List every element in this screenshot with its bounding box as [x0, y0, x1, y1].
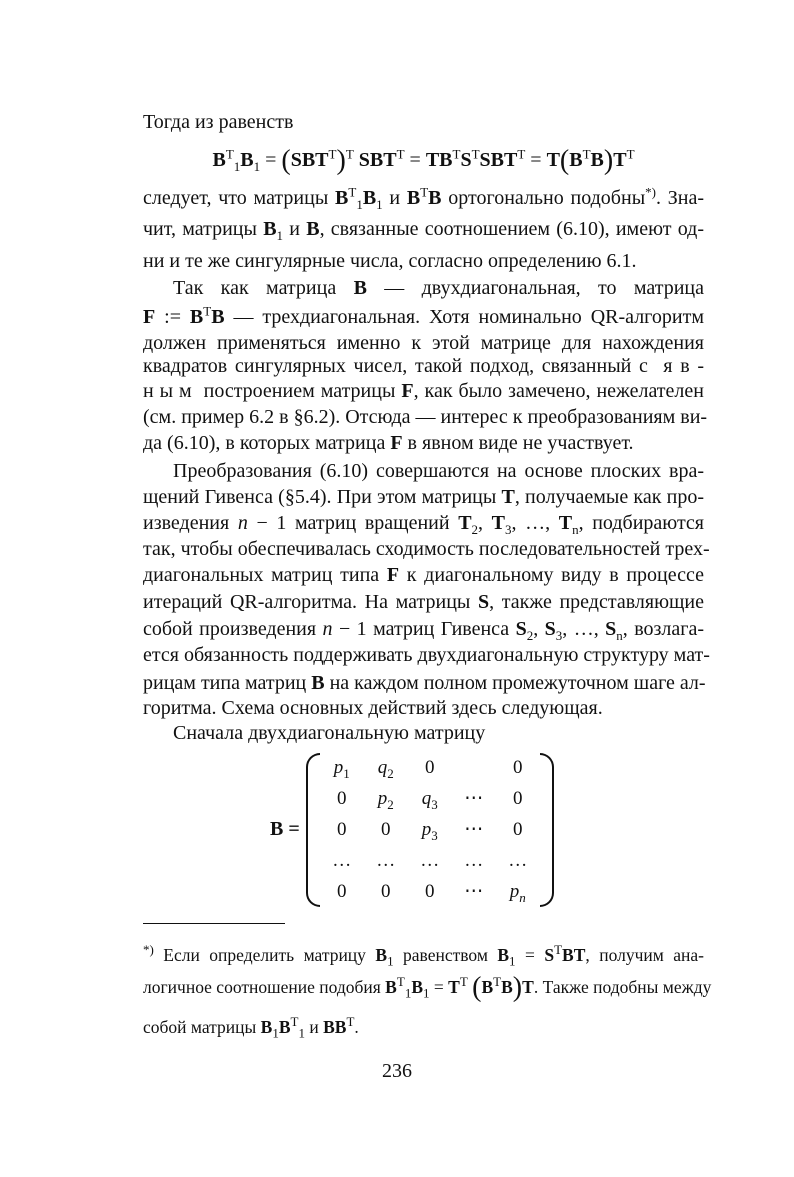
math-symbol: 1: [276, 228, 284, 243]
matrix-cell: ⋯: [464, 819, 484, 840]
text-line: [143, 511, 704, 535]
math-symbol: (: [559, 145, 570, 176]
math-symbol: B: [278, 1017, 291, 1037]
math-symbol: B: [263, 218, 277, 240]
math-symbol: SBT: [358, 149, 397, 171]
text-run: и: [283, 218, 307, 240]
text-run: ортогонально подобны: [441, 187, 646, 209]
math-symbol: S: [544, 618, 556, 640]
matrix-cell: 0: [513, 818, 523, 840]
math-symbol: (: [472, 972, 482, 1003]
math-symbol: 1: [404, 985, 412, 1001]
matrix-cell: 0: [381, 818, 391, 840]
text-run: . Зна-: [655, 187, 704, 209]
text-run: чит, матрицы: [143, 218, 264, 240]
text-run: Сначала двухдиагональную матрицу: [173, 722, 486, 744]
text-run: (см. пример 6.2 в §6.2). Отсюда — интерес к преобразованиям ви-: [143, 406, 708, 428]
math-symbol: T: [420, 184, 429, 200]
matrix-cell: $p_n$: [509, 880, 526, 905]
math-symbol: B: [497, 945, 510, 965]
text-run: Если определить матрицу: [153, 945, 376, 965]
text-line: [143, 485, 704, 509]
math-symbol: *): [143, 942, 154, 958]
math-symbol: 2: [526, 628, 534, 643]
math-symbol: T: [501, 486, 515, 508]
text-run: , получим ана-: [585, 945, 704, 965]
math-symbol: T: [491, 512, 505, 534]
text-line: [143, 696, 704, 720]
text-run: рицам типа матриц: [143, 672, 312, 694]
matrix-row: [320, 752, 540, 783]
math-symbol: n: [322, 618, 333, 640]
text-run: − 1 матриц Гивенса: [332, 618, 516, 640]
text-line: [173, 721, 704, 745]
text-run: , …,: [562, 618, 606, 640]
text-run: =: [515, 945, 545, 965]
text-line: [143, 145, 704, 176]
math-symbol: B: [189, 306, 204, 328]
text-run: следует, что матрицы: [143, 187, 336, 209]
footnote-line: [143, 972, 712, 1003]
text-line: [143, 431, 704, 455]
math-symbol: F: [401, 380, 414, 402]
left-parenthesis: [306, 753, 320, 907]
math-symbol: B: [306, 218, 320, 240]
math-symbol: T: [613, 149, 627, 171]
text-run: логичное соотношение подобия: [143, 977, 386, 997]
matrix-cell: 0: [381, 880, 391, 902]
math-symbol: B: [590, 149, 604, 171]
matrix-cell: [452, 752, 496, 783]
text-run: ,: [533, 618, 545, 640]
math-symbol: B: [481, 977, 494, 997]
math-symbol: 3: [505, 522, 512, 537]
matrix-cell: $p_2$: [377, 787, 394, 812]
math-symbol: T: [546, 149, 560, 171]
text-run: собой матрицы: [143, 1017, 261, 1037]
math-symbol: 2: [471, 522, 479, 537]
math-symbol: SBT: [479, 149, 518, 171]
text-run: , …,: [511, 512, 559, 534]
text-run: изведения: [143, 512, 238, 534]
matrix-cell: $q_2$: [377, 756, 394, 781]
text-run: Тогда из равенств: [143, 111, 294, 133]
math-symbol: ): [336, 145, 346, 176]
text-run: итераций QR-алгоритма. На матрицы: [143, 591, 479, 613]
text-run: =: [404, 149, 426, 171]
math-symbol: B: [362, 187, 377, 209]
math-symbol: B: [406, 187, 421, 209]
text-line: [143, 590, 704, 614]
math-symbol: T: [328, 146, 337, 162]
math-symbol: T: [558, 512, 573, 534]
text-run: Преобразования (6.10) совершаются на основе плоских вра-: [173, 460, 704, 482]
text-run: на каждом полном промежуточном шаге ал-: [324, 672, 706, 694]
text-run: , возлага-: [622, 618, 705, 640]
text-line: [143, 249, 704, 273]
text-run: собой произведения: [143, 618, 323, 640]
text-run: равенством: [393, 945, 498, 965]
text-run: , подбираются: [578, 512, 705, 534]
math-symbol: 1: [423, 985, 430, 1001]
text-run: :=: [155, 306, 190, 328]
math-symbol: F: [390, 432, 403, 454]
math-symbol: B: [569, 149, 583, 171]
text-line: [143, 305, 704, 329]
text-run: горитма. Схема основных действий здесь следующая.: [143, 697, 603, 719]
matrix-label: B =: [270, 818, 300, 840]
text-run: =: [429, 977, 449, 997]
text-run: диагональных матриц типа: [143, 564, 387, 586]
math-symbol: T: [225, 146, 234, 162]
math-symbol: T: [346, 1014, 355, 1030]
text-run: ется обязанность поддерживать двухдиагональную структуру мат-: [143, 644, 710, 666]
math-symbol: B: [411, 977, 423, 997]
math-symbol: T: [471, 146, 480, 162]
matrix-grid: [320, 752, 540, 907]
math-symbol: B: [260, 1017, 273, 1037]
footnote-line: [143, 1015, 704, 1039]
math-symbol: n: [616, 628, 623, 643]
text-run: =: [260, 149, 282, 171]
math-symbol: S: [460, 149, 472, 171]
text-run: , как было замечено, нежелателен: [413, 380, 704, 402]
math-symbol: S: [605, 618, 617, 640]
text-run: — трехдиагональная. Хотя номинально QR-алгоритм: [224, 306, 704, 328]
text-run: так, чтобы обеспечивалась сходимость последовательностей трех-: [143, 538, 710, 560]
math-symbol: B: [335, 187, 349, 209]
math-symbol: T: [396, 146, 405, 162]
math-symbol: 1: [272, 1025, 279, 1041]
text-run: квадратов сингулярных чисел, такой подход, связанный с я в -: [143, 355, 704, 377]
text-line: [143, 354, 704, 378]
math-symbol: T: [554, 942, 563, 958]
math-symbol: TB: [425, 149, 453, 171]
right-parenthesis: [540, 753, 554, 907]
text-run: − 1 матриц вращений: [247, 512, 459, 534]
matrix-cell: 0: [513, 787, 523, 809]
math-symbol: 1: [298, 1025, 305, 1041]
math-symbol: B: [428, 187, 442, 209]
text-line: [143, 405, 708, 429]
math-symbol: 1: [509, 953, 516, 969]
math-symbol: T: [452, 146, 461, 162]
text-run: , также представляющие: [489, 591, 704, 613]
matrix-cell: $p_3$: [421, 818, 438, 843]
math-symbol: n: [572, 522, 579, 537]
math-symbol: T: [348, 184, 357, 200]
matrix-cell: $p_1$: [333, 756, 350, 781]
matrix-row: [320, 876, 540, 907]
matrix-row: [320, 783, 540, 814]
math-symbol: F: [143, 306, 156, 328]
footnote-line: [143, 943, 704, 967]
math-symbol: T: [493, 974, 502, 990]
matrix-cell: …: [508, 849, 528, 871]
text-run: . Также подобны между: [533, 977, 712, 997]
math-symbol: B: [240, 149, 254, 171]
text-run: к диагональному виду в процессе: [399, 564, 704, 586]
math-symbol: 1: [233, 159, 241, 174]
math-symbol: BT: [562, 945, 586, 965]
text-run: .: [354, 1017, 359, 1037]
text-line: [143, 110, 704, 134]
matrix-cell: ⋯: [464, 881, 484, 902]
text-line: [143, 563, 704, 587]
matrix-cell: ⋯: [464, 788, 484, 809]
matrix-B: [270, 752, 554, 907]
footnote-rule: [143, 923, 285, 924]
text-line: [143, 379, 704, 403]
text-line: [143, 217, 704, 241]
text-line: [173, 276, 704, 300]
text-run: , получаемые как про-: [514, 486, 704, 508]
math-symbol: n: [237, 512, 248, 534]
math-symbol: *): [645, 184, 656, 200]
math-symbol: T: [459, 974, 468, 990]
math-symbol: T: [626, 146, 635, 162]
math-symbol: 1: [253, 159, 261, 174]
matrix-cell: $q_3$: [421, 787, 438, 812]
math-symbol: ): [512, 972, 523, 1003]
text-run: — двухдиагональная, то матрица: [366, 277, 705, 299]
matrix-cell: 0: [337, 880, 347, 902]
matrix-cell: 0: [425, 880, 435, 902]
math-symbol: ): [603, 145, 614, 176]
math-symbol: B: [385, 977, 397, 997]
math-symbol: B: [501, 977, 513, 997]
text-run: ни и те же сингулярные числа, согласно определению 6.1.: [143, 250, 637, 272]
math-symbol: T: [203, 303, 212, 319]
math-symbol: T: [582, 146, 591, 162]
math-symbol: T: [290, 1014, 299, 1030]
math-symbol: T: [396, 974, 405, 990]
text-line: [143, 671, 704, 695]
math-symbol: S: [478, 591, 490, 613]
text-run: щений Гивенса (§5.4). При этом матрицы: [143, 486, 502, 508]
text-run: Так как матрица: [173, 277, 354, 299]
math-symbol: SBT: [290, 149, 329, 171]
math-symbol: 1: [376, 197, 383, 212]
math-symbol: B: [211, 306, 225, 328]
matrix-cell: …: [420, 849, 440, 871]
text-run: и: [304, 1017, 324, 1037]
math-symbol: 1: [356, 197, 363, 212]
math-symbol: T: [345, 146, 354, 162]
math-symbol: 3: [555, 628, 563, 643]
math-symbol: B: [212, 149, 226, 171]
matrix-cell: 0: [513, 756, 523, 778]
text-run: и: [382, 187, 407, 209]
math-symbol: T: [448, 977, 460, 997]
math-symbol: S: [515, 618, 527, 640]
math-symbol: 1: [387, 953, 394, 969]
text-run: =: [525, 149, 547, 171]
text-run: должен применяться именно к этой матрице для нахождения: [143, 332, 704, 354]
matrix-row: [320, 814, 540, 845]
text-line: [143, 331, 704, 355]
matrix-cell: …: [376, 849, 396, 871]
text-run: в явном виде не участвует.: [402, 432, 634, 454]
text-run: н ы м построением матрицы: [143, 380, 402, 402]
math-symbol: T: [517, 146, 526, 162]
text-line: [143, 617, 704, 641]
math-symbol: T: [522, 977, 534, 997]
math-symbol: B: [375, 945, 388, 965]
text-run: да (6.10), в которых матрица: [143, 432, 391, 454]
text-line: [143, 643, 710, 667]
text-run: , связанные соотношением (6.10), имеют од-: [319, 218, 705, 240]
matrix-cell: …: [332, 849, 352, 871]
matrix-cell: 0: [337, 818, 347, 840]
math-symbol: F: [386, 564, 400, 586]
math-symbol: BB: [323, 1017, 347, 1037]
text-run: ,: [478, 512, 492, 534]
text-line: [173, 459, 704, 483]
text-line: [143, 186, 704, 210]
math-symbol: B: [311, 672, 325, 694]
matrix-cell: 0: [337, 787, 347, 809]
math-symbol: S: [544, 945, 555, 965]
matrix-row: [320, 845, 540, 876]
math-symbol: (: [281, 145, 291, 176]
text-line: [143, 537, 710, 561]
math-symbol: T: [458, 512, 472, 534]
math-symbol: B: [353, 277, 367, 299]
matrix-cell: …: [464, 849, 484, 871]
matrix-cell: 0: [425, 756, 435, 778]
page-number: 236: [382, 1060, 412, 1082]
